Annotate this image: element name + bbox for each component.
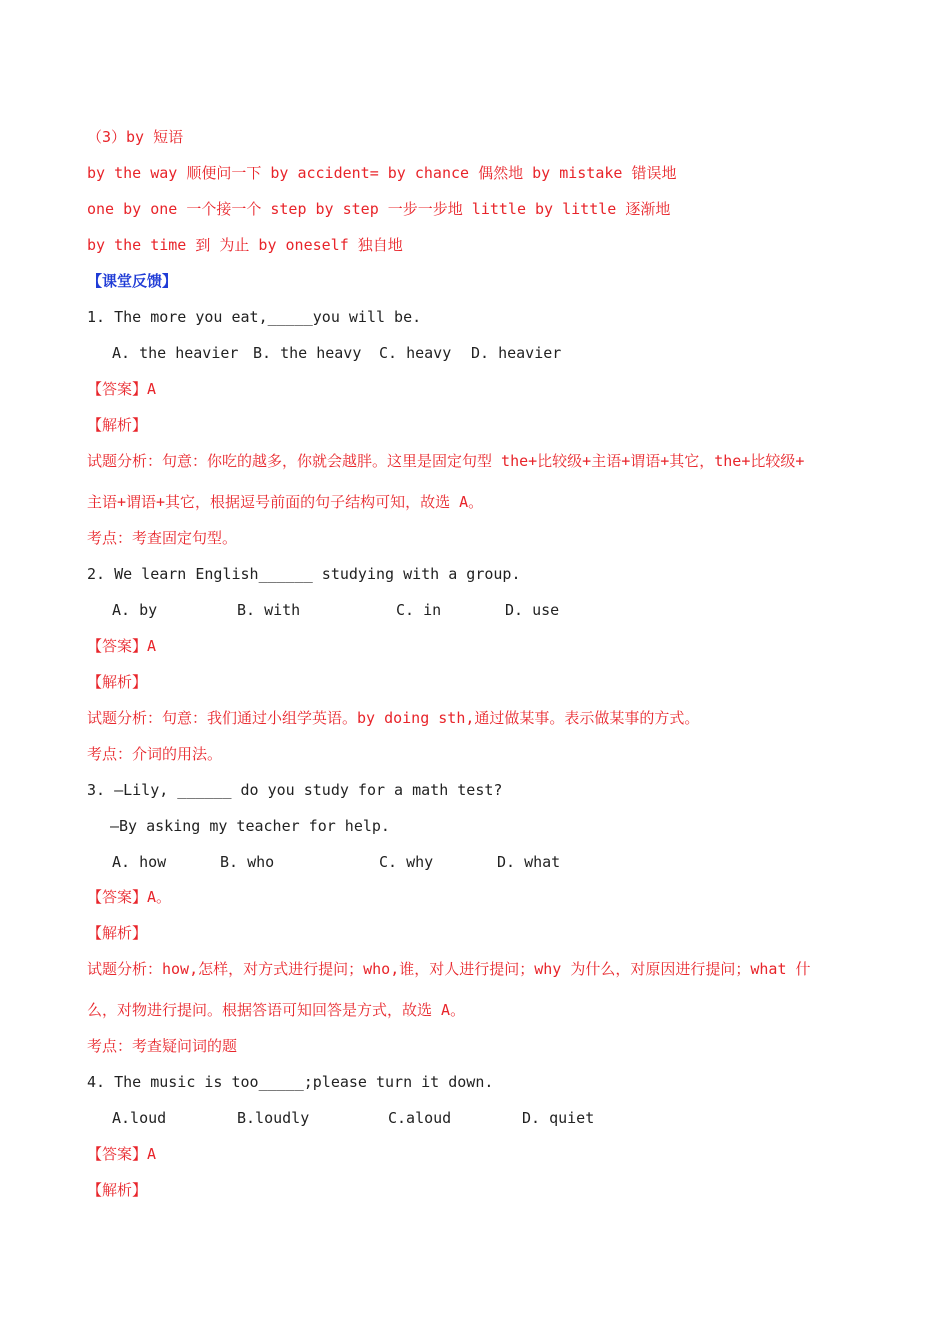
- q1-option-c: C. heavy: [379, 344, 452, 362]
- q2-analysis-line-1: 试题分析：句意：我们通过小组学英语。by doing sth,通过做某事。表示做某事的方式。: [87, 709, 700, 727]
- q1-analysis-label: 【解析】: [87, 416, 148, 434]
- question-3-reply: —By asking my teacher for help.: [110, 817, 390, 835]
- q3-analysis-label: 【解析】: [87, 924, 148, 942]
- q3-option-b: B. who: [220, 853, 275, 871]
- question-4-stem: 4. The music is too_____;please turn it down.: [87, 1073, 494, 1091]
- q3-analysis-line-1: 试题分析：how,怎样，对方式进行提问；who,谁，对人进行提问；why 为什么，对原因进行提问；what 什: [87, 960, 811, 978]
- q3-analysis-line-2: 么，对物进行提问。根据答语可知回答是方式，故选 A。: [87, 1001, 466, 1019]
- q4-option-d: D. quiet: [522, 1109, 595, 1127]
- q3-option-a: A. how: [112, 853, 167, 871]
- q2-option-a: A. by: [112, 601, 158, 619]
- q3-option-d: D. what: [497, 853, 561, 871]
- q3-point: 考点：考查疑问词的题: [87, 1037, 238, 1055]
- q4-answer: 【答案】A: [87, 1145, 157, 1163]
- by-phrases-heading: （3）by 短语: [87, 128, 184, 146]
- q4-option-b: B.loudly: [237, 1109, 310, 1127]
- q2-option-d: D. use: [505, 601, 560, 619]
- q1-analysis-line-2: 主语+谓语+其它，根据逗号前面的句子结构可知，故选 A。: [87, 493, 484, 511]
- phrase-line-3: by the time 到 为止 by oneself 独自地: [87, 236, 403, 254]
- q2-answer: 【答案】A: [87, 637, 157, 655]
- q3-answer: 【答案】A。: [87, 888, 172, 906]
- q1-option-d: D. heavier: [471, 344, 562, 362]
- q1-answer: 【答案】A: [87, 380, 157, 398]
- q2-option-b: B. with: [237, 601, 301, 619]
- phrase-line-1: by the way 顺便问一下 by accident= by chance 偶然地 by mistake 错误地: [87, 164, 677, 182]
- q4-analysis-label: 【解析】: [87, 1181, 148, 1199]
- question-3-stem: 3. —Lily, ______ do you study for a math test?: [87, 781, 503, 799]
- q4-option-a: A.loud: [112, 1109, 167, 1127]
- phrase-line-2: one by one 一个接一个 step by step 一步一步地 little by little 逐渐地: [87, 200, 671, 218]
- question-2-stem: 2. We learn English______ studying with a group.: [87, 565, 521, 583]
- q1-point: 考点：考查固定句型。: [87, 529, 238, 547]
- q1-option-b: B. the heavy: [253, 344, 362, 362]
- q1-analysis-line-1: 试题分析：句意：你吃的越多，你就会越胖。这里是固定句型 the+比较级+主语+谓语+其它，the+比较级+: [87, 452, 805, 470]
- q2-point: 考点：介词的用法。: [87, 745, 223, 763]
- question-1-stem: 1. The more you eat,_____you will be.: [87, 308, 422, 326]
- q4-option-c: C.aloud: [388, 1109, 452, 1127]
- feedback-title: 【课堂反馈】: [87, 272, 178, 290]
- q2-analysis-label: 【解析】: [87, 673, 148, 691]
- q3-option-c: C. why: [379, 853, 434, 871]
- q1-option-a: A. the heavier: [112, 344, 239, 362]
- q2-option-c: C. in: [396, 601, 442, 619]
